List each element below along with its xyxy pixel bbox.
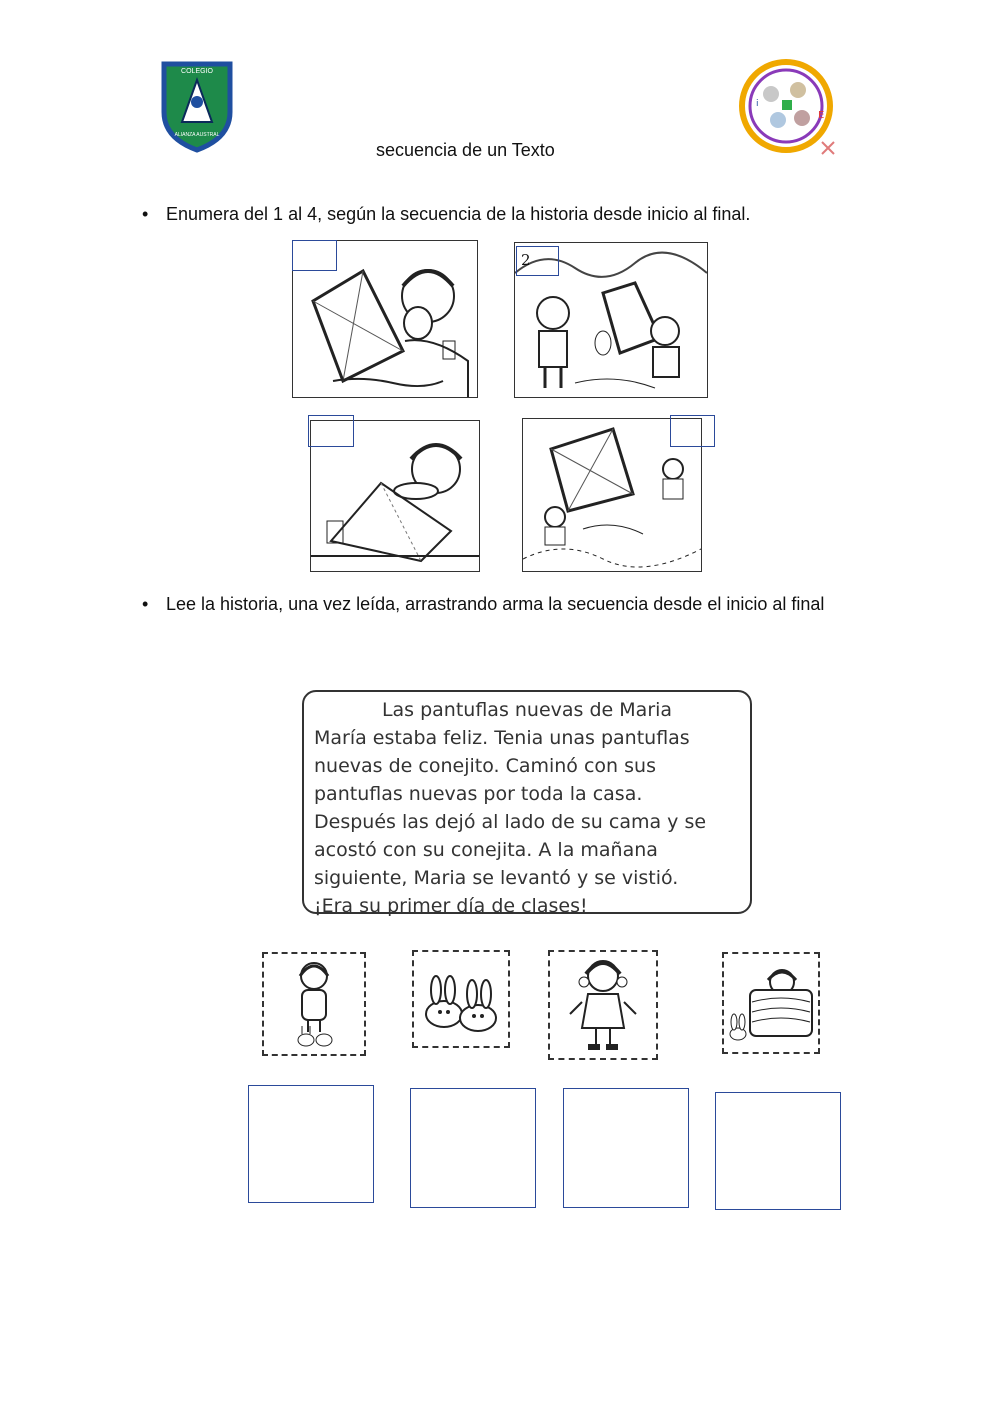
answer-box-2-value: 2 bbox=[521, 251, 531, 269]
svg-text:ALIANZA AUSTRAL: ALIANZA AUSTRAL bbox=[174, 132, 220, 138]
drop-zone-1[interactable] bbox=[248, 1085, 374, 1203]
drag-card-bunny-slippers[interactable] bbox=[412, 950, 510, 1048]
answer-box-3[interactable] bbox=[308, 415, 354, 447]
story-line: Después las dejó al lado de su cama y se bbox=[314, 811, 707, 833]
drag-card-girl-in-bed[interactable] bbox=[722, 952, 820, 1054]
instruction-1 bbox=[142, 202, 866, 226]
story-box bbox=[302, 690, 752, 917]
instruction-1-text: Enumera del 1 al 4, según la secuencia de la historia desde inicio al final. bbox=[166, 204, 751, 224]
story-line: pantuflas nuevas por toda la casa. bbox=[314, 783, 643, 805]
instruction-2 bbox=[142, 592, 876, 616]
drop-zone-2[interactable] bbox=[410, 1088, 536, 1208]
story-line: ¡Era su primer día de clases! bbox=[314, 895, 588, 917]
drop-zone-3[interactable] bbox=[563, 1088, 689, 1208]
program-logo bbox=[736, 56, 840, 160]
story-line: nuevas de conejito. Caminó con sus bbox=[314, 755, 656, 777]
story-line: siguiente, Maria se levantó y se vistió. bbox=[314, 867, 679, 889]
page-title: secuencia de un Texto bbox=[376, 140, 555, 160]
drag-card-girl-dressed[interactable] bbox=[548, 950, 658, 1060]
story-line: acostó con su conejita. A la mañana bbox=[314, 839, 658, 861]
answer-box-4[interactable] bbox=[670, 415, 715, 447]
answer-box-2[interactable] bbox=[516, 246, 559, 276]
drop-zone-4[interactable] bbox=[715, 1092, 841, 1210]
story-line: María estaba feliz. Tenia unas pantuflas bbox=[314, 727, 690, 749]
svg-text:E: E bbox=[818, 110, 825, 121]
svg-text:COLEGIO: COLEGIO bbox=[181, 68, 213, 75]
svg-text:i: i bbox=[756, 99, 759, 109]
story-title: Las pantuflas nuevas de Maria bbox=[381, 699, 673, 721]
answer-box-1[interactable] bbox=[292, 240, 337, 271]
drag-card-girl-with-slippers[interactable] bbox=[262, 952, 366, 1056]
bullet-icon: • bbox=[142, 594, 149, 614]
school-logo bbox=[160, 60, 234, 154]
instruction-2-text: Lee la historia, una vez leída, arrastrando arma la secuencia desde el inicio al final bbox=[166, 594, 825, 614]
bullet-icon: • bbox=[142, 204, 149, 224]
